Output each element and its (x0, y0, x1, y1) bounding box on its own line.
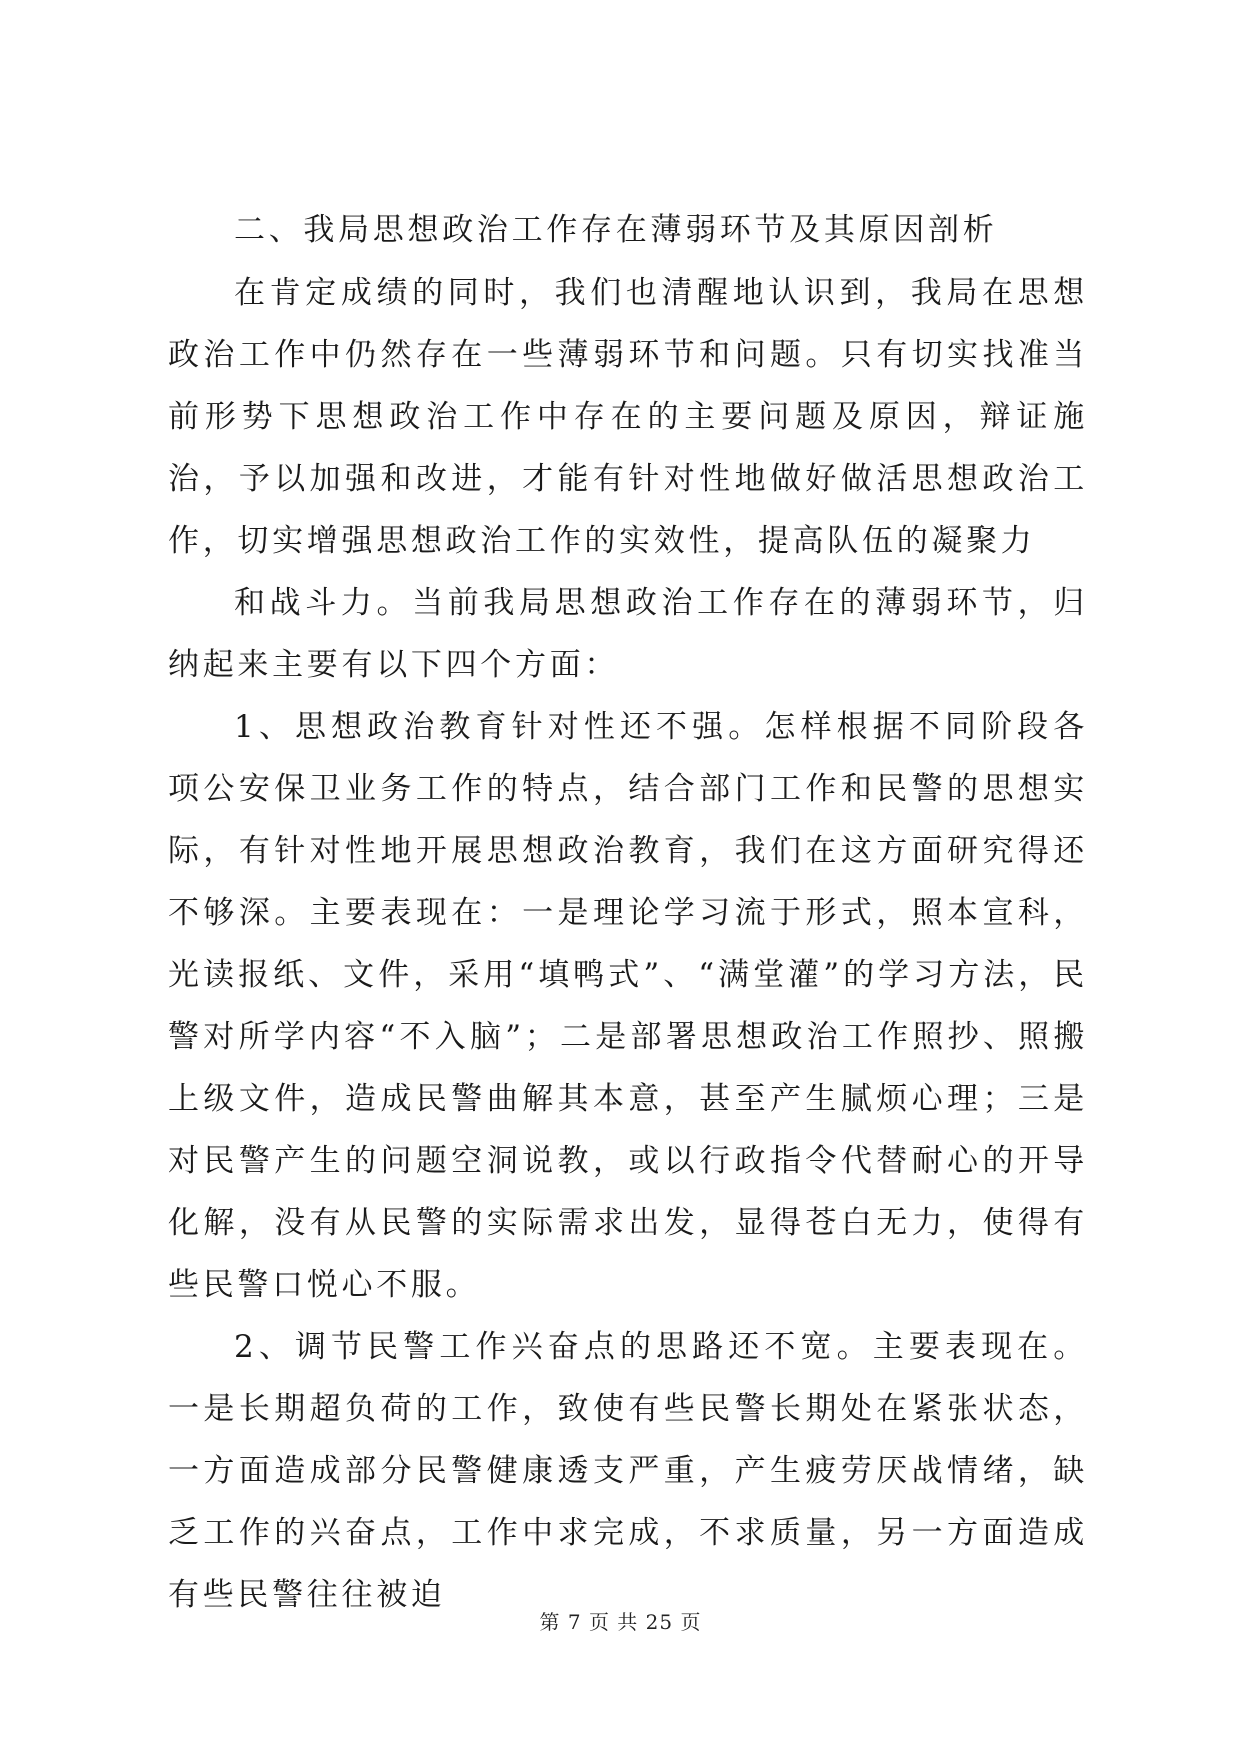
paragraph: 和战斗力。当前我局思想政治工作存在的薄弱环节，归纳起来主要有以下四个方面： (168, 585, 1088, 683)
page-number-footer: 第 7 页 共 25 页 (539, 1610, 702, 1634)
document-body (168, 198, 1088, 1626)
paragraph: 在肯定成绩的同时，我们也清醒地认识到，我局在思想政治工作中仍然存在一些薄弱环节和问题。只有切实找准当前形势下思想政治工作中存在的主要问题及原因，辩证施治，予以加强和改进，才能有针对性地做好做活思想政治工作，切实增强思想政治工作的实效性，提高队伍的凝聚力 (168, 275, 1088, 559)
paragraph: 2、调节民警工作兴奋点的思路还不宽。主要表现在。一是长期超负荷的工作，致使有些民警长期处在紧张状态，一方面造成部分民警健康透支严重，产生疲劳厌战情绪，缺乏工作的兴奋点，工作中求完成，不求质量，另一方面造成有些民警往往被迫 (168, 1329, 1088, 1613)
section-heading: 二、我局思想政治工作存在薄弱环节及其原因剖析 (234, 212, 998, 248)
paragraph: 1、思想政治教育针对性还不强。怎样根据不同阶段各项公安保卫业务工作的特点，结合部门工作和民警的思想实际，有针对性地开展思想政治教育，我们在这方面研究得还不够深。主要表现在：一是理论学习流于形式，照本宣科，光读报纸、文件，采用“填鸭式”、“满堂灌”的学习方法，民警对所学内容“不入脑”；二是部署思想政治工作照抄、照搬上级文件，造成民警曲解其本意，甚至产生腻烦心理；三是对民警产生的问题空洞说教，或以行政指令代替耐心的开导化解，没有从民警的实际需求出发，显得苍白无力，使得有些民警口悦心不服。 (168, 709, 1088, 1303)
